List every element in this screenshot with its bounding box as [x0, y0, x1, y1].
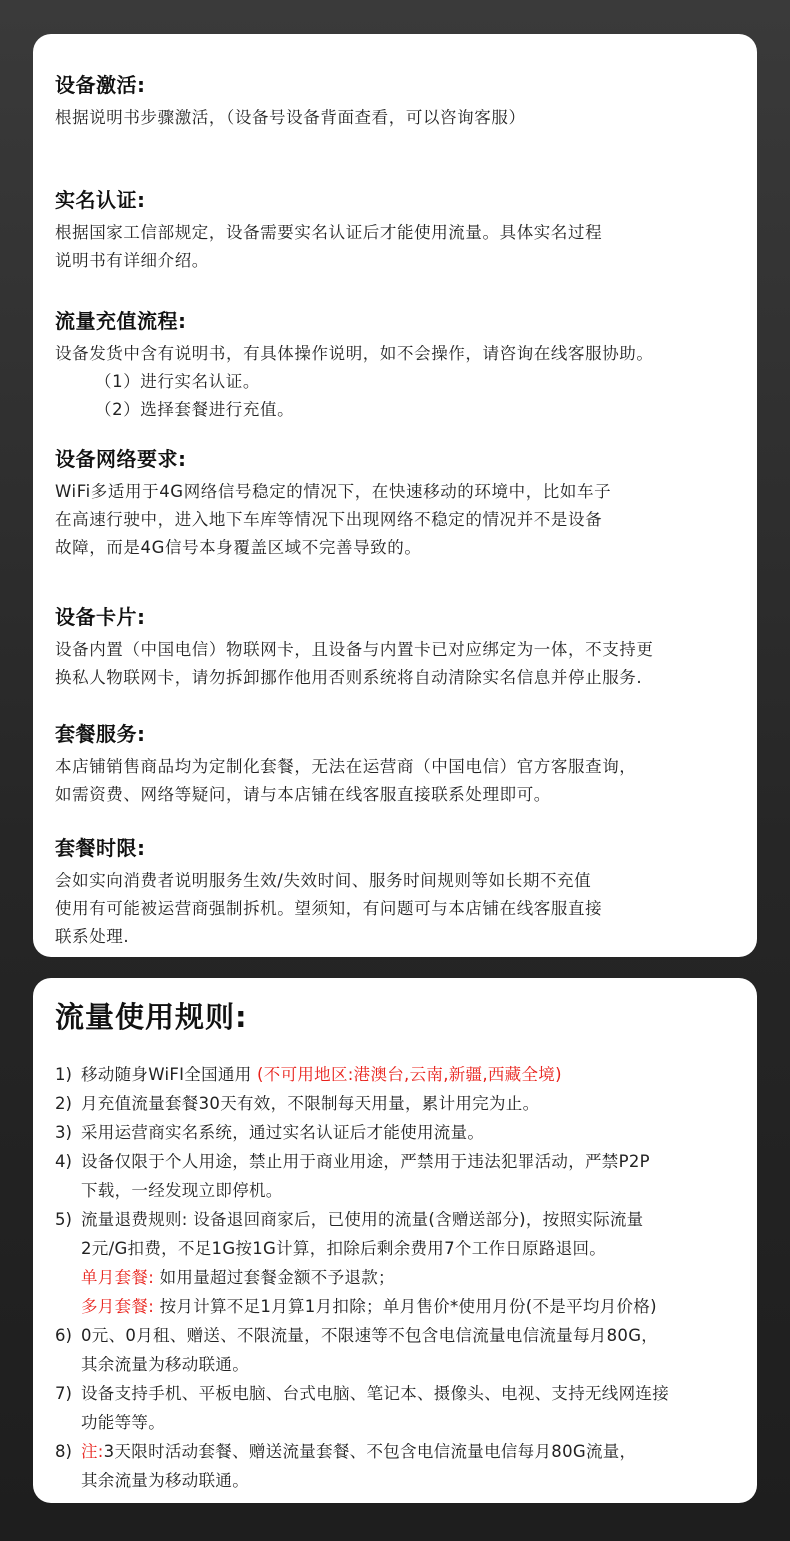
rule-text: [81, 1060, 735, 1089]
section-title: 设备激活:: [55, 73, 146, 97]
body-line: 故障，而是4G信号本身覆盖区域不完善导致的。: [55, 538, 422, 557]
body-line: 设备发货中含有说明书，有具体操作说明，如不会操作，请咨询在线客服协助。: [55, 344, 654, 363]
note-label: 注:: [81, 1442, 104, 1461]
body-line: 根据国家工信部规定，设备需要实名认证后才能使用流量。具体实名过程: [55, 223, 603, 242]
rules-list: [55, 1060, 735, 1495]
body-line: WiFi多适用于4G网络信号稳定的情况下，在快速移动的环境中，比如车子: [55, 482, 612, 501]
section-network-requirements: [55, 446, 735, 604]
rule-number: 8): [55, 1442, 72, 1461]
rule-line-text: 按月计算不足1月算1月扣除；单月售价*使用月份(不是平均月价格): [154, 1297, 657, 1316]
step-line: （1）进行实名认证。: [95, 372, 260, 391]
rule-text: [81, 1437, 735, 1495]
rule-line: 流量退费规则: 设备退回商家后，已使用的流量(含赠送部分)，按照实际流量: [81, 1210, 644, 1229]
rule-item: [55, 1118, 735, 1147]
body-line: 在高速行驶中，进入地下车库等情况下出现网络不稳定的情况并不是设备: [55, 510, 603, 529]
info-card: [33, 34, 757, 957]
rule-line: 其余流量为移动联通。: [81, 1471, 249, 1490]
rule-line: 0元、0月租、赠送、不限流量，不限速等不包含电信流量电信流量每月80G，: [81, 1326, 659, 1345]
rule-line: 设备仅限于个人用途，禁止用于商业用途，严禁用于违法犯罪活动，严禁P2P: [81, 1152, 650, 1171]
restricted-regions-note: (不可用地区:港澳台,云南,新疆,西藏全境): [257, 1065, 562, 1084]
section-title: 设备网络要求:: [55, 447, 187, 471]
section-package-service: [55, 721, 735, 835]
section-title: 设备卡片:: [55, 605, 146, 629]
section-body: [55, 753, 735, 809]
section-title: 实名认证:: [55, 188, 146, 212]
body-line: 设备内置（中国电信）物联网卡，且设备与内置卡已对应绑定为一体，不支持更: [55, 640, 654, 659]
body-line: 会如实向消费者说明服务生效/失效时间、服务时间规则等如长期不充值: [55, 871, 592, 890]
section-package-time-limit: [55, 835, 735, 951]
rule-number: 2): [55, 1094, 72, 1113]
rule-line: 采用运营商实名系统，通过实名认证后才能使用流量。: [81, 1123, 485, 1142]
rule-number: 1): [55, 1065, 72, 1084]
body-line: 本店铺销售商品均为定制化套餐，无法在运营商（中国电信）官方客服查询，: [55, 757, 637, 776]
rule-item: [55, 1147, 735, 1205]
section-recharge-flow: [55, 308, 735, 446]
section-body: [55, 104, 735, 132]
rule-line: [81, 1437, 735, 1466]
body-line: 根据说明书步骤激活，（设备号设备背面查看，可以咨询客服）: [55, 108, 526, 127]
body-line: 使用有可能被运营商强制拆机。望须知，有问题可与本店铺在线客服直接: [55, 899, 603, 918]
rule-line: 月充值流量套餐30天有效，不限制每天用量，累计用完为止。: [81, 1094, 540, 1113]
section-device-activation: [55, 72, 735, 187]
section-body: [55, 867, 735, 951]
single-month-label: 单月套餐:: [81, 1268, 155, 1287]
rule-line: [81, 1263, 735, 1292]
rule-line-text: 如用量超过套餐金额不予退款；: [154, 1268, 395, 1287]
body-line: 如需资费、网络等疑问，请与本店铺在线客服直接联系处理即可。: [55, 785, 551, 804]
rules-title: 流量使用规则:: [55, 1000, 248, 1034]
rule-item: [55, 1089, 735, 1118]
section-real-name: [55, 187, 735, 308]
section-title: 套餐时限:: [55, 836, 146, 860]
rule-item: [55, 1321, 735, 1379]
rules-card: [33, 978, 757, 1503]
rule-line: 其余流量为移动联通。: [81, 1355, 249, 1374]
rule-number: 3): [55, 1123, 72, 1142]
section-body: [55, 219, 735, 275]
rule-item: [55, 1205, 735, 1321]
rule-text: [81, 1321, 735, 1379]
rule-number: 6): [55, 1326, 72, 1345]
rule-line: 下载，一经发现立即停机。: [81, 1181, 283, 1200]
section-body: [55, 478, 735, 562]
rule-item: [55, 1437, 735, 1495]
rule-line-text: 移动随身WiFI全国通用: [81, 1065, 258, 1084]
section-title: 套餐服务:: [55, 722, 146, 746]
rule-line: 2元/G扣费，不足1G按1G计算，扣除后剩余费用7个工作日原路退回。: [81, 1239, 607, 1258]
rule-line: 功能等等。: [81, 1413, 165, 1432]
rule-number: 5): [55, 1210, 72, 1229]
rule-text: [81, 1089, 735, 1118]
rule-line-text: 3天限时活动套餐、赠送流量套餐、不包含电信流量电信每月80G流量，: [103, 1442, 637, 1461]
body-line: 换私人物联网卡，请勿拆卸挪作他用否则系统将自动清除实名信息并停止服务.: [55, 668, 643, 687]
body-line: 说明书有详细介绍。: [55, 251, 209, 270]
rule-text: [81, 1379, 735, 1437]
section-title: 流量充值流程:: [55, 309, 187, 333]
rule-item: [55, 1379, 735, 1437]
rule-line: 设备支持手机、平板电脑、台式电脑、笔记本、摄像头、电视、支持无线网连接: [81, 1384, 669, 1403]
rule-item: [55, 1060, 735, 1089]
step-line: （2）选择套餐进行充值。: [95, 400, 295, 419]
rule-line: [81, 1060, 735, 1089]
rule-text: [81, 1205, 735, 1321]
section-body: [55, 340, 735, 424]
rule-line: [81, 1292, 735, 1321]
multi-month-label: 多月套餐:: [81, 1297, 155, 1316]
rule-text: [81, 1147, 735, 1205]
section-device-card: [55, 604, 735, 721]
rule-text: [81, 1118, 735, 1147]
body-line: 联系处理.: [55, 927, 130, 946]
section-body: [55, 636, 735, 692]
rule-number: 4): [55, 1152, 72, 1171]
rule-number: 7): [55, 1384, 72, 1403]
